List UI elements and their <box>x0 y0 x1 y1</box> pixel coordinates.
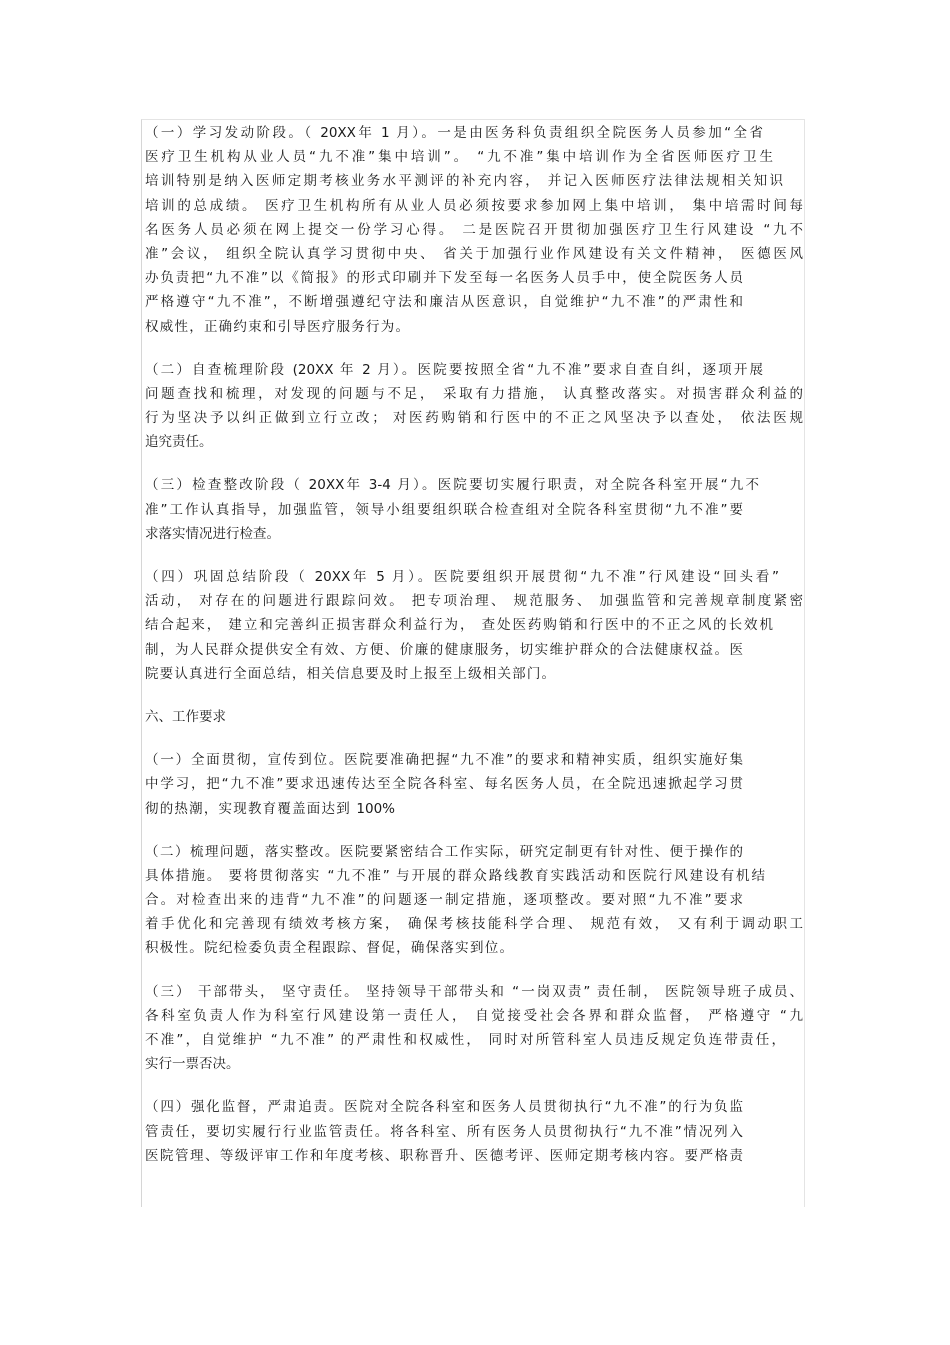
text-line: 具体措施。 要将贯彻落实 “九不准” 与开展的群众路线教育实践活动和医院行风建设有机结 <box>145 867 765 884</box>
text-line: （四）强化监督，严肃追责。医院对全院各科室和医务人员贯彻执行“九不准”的行为负监 <box>145 1099 743 1116</box>
text-line: 问题查找和梳理，对发现的问题与不足， 采取有力措施， 认真整改落实。对损害群众利益的 <box>145 385 803 402</box>
paragraph <box>145 473 803 546</box>
text-line: 办负责把“九不准”以《简报》的形式印刷并下发至每一名医务人员手中，使全院医务人员 <box>145 270 743 287</box>
paragraph <box>145 358 803 455</box>
text-line: 严格遵守“九不准”，不断增强遵纪守法和廉洁从医意识，自觉维护“九不准”的严肃性和 <box>145 294 743 311</box>
text-line: 活动， 对存在的问题进行跟踪问效。 把专项治理、 规范服务、 加强监管和完善规章制度紧密 <box>145 593 803 610</box>
page-frame <box>141 119 805 1207</box>
text-line: 积极性。院纪检委负责全程跟踪、督促，确保落实到位。 <box>145 940 513 957</box>
text-line: 医疗卫生机构从业人员“九不准”集中培训”。 “九不准”集中培训作为全省医师医疗卫生 <box>145 149 773 166</box>
document-body <box>145 121 803 1187</box>
text-line: 中学习，把“九不准”要求迅速传达至全院各科室、每名医务人员，在全院迅速掀起学习贯 <box>145 776 743 793</box>
text-line: 不准”，自觉维护 “九不准” 的严肃性和权威性， 同时对所管科室人员违反规定负连带责任， <box>145 1032 785 1048</box>
text-line: （二）梳理问题，落实整改。医院要紧密结合工作实际，研究定制更有针对性、便于操作的 <box>145 843 743 860</box>
text-line: 六、工作要求 <box>145 708 226 725</box>
text-line: 院要认真进行全面总结，相关信息要及时上报至上级相关部门。 <box>145 665 555 682</box>
text-line: （三） 干部带头， 坚守责任。 坚持领导干部带头和 “一岗双责” 责任制， 医院领导班子成员、 <box>145 983 803 1000</box>
text-line: 准”会议， 组织全院认真学习贯彻中央、 省关于加强行业作风建设有关文件精神， 医德医风 <box>145 245 803 262</box>
text-line: 彻的热潮，实现教育覆盖面达到 100% <box>145 800 395 817</box>
text-line: 行为坚决予以纠正做到立行立改； 对医药购销和行医中的不正之风坚决予以查处， 依法医规 <box>145 410 803 427</box>
text-line: 权威性，正确约束和引导医疗服务行为。 <box>145 318 409 335</box>
paragraph <box>145 980 803 1077</box>
text-line: 着手优化和完善现有绩效考核方案， 确保考核技能科学合理、 规范有效， 又有利于调动职工 <box>145 916 803 933</box>
text-line: 培训特别是纳入医师定期考核业务水平测评的补充内容， 并记入医师医疗法律法规相关知识 <box>145 173 783 190</box>
text-line: 实行一票否决。 <box>145 1056 240 1073</box>
text-line: 各科室负责人作为科室行风建设第一责任人， 自觉接受社会各界和群众监督， 严格遵守 “九 <box>145 1007 803 1024</box>
paragraph <box>145 705 803 729</box>
text-line: （一）全面贯彻，宣传到位。医院要准确把握“九不准”的要求和精神实质，组织实施好集 <box>145 752 743 769</box>
text-line: 合。对检查出来的违背“九不准”的问题逐一制定措施，逐项整改。要对照“九不准”要求 <box>145 892 743 909</box>
text-line: 准”工作认真指导，加强监管，领导小组要组织联合检查组对全院各科室贯彻“九不准”要 <box>145 501 743 518</box>
text-line: 名医务人员必须在网上提交一份学习心得。 二是医院召开贯彻加强医疗卫生行风建设 “九不 <box>145 221 803 238</box>
text-line: 追究责任。 <box>145 434 213 451</box>
text-line: 管责任，要切实履行行业监管责任。将各科室、所有医务人员贯彻执行“九不准”情况列入 <box>145 1123 743 1140</box>
text-line: 医院管理、等级评审工作和年度考核、职称晋升、医德考评、医师定期考核内容。要严格责 <box>145 1147 743 1164</box>
text-line: 制，为人民群众提供安全有效、方便、价廉的健康服务，切实维护群众的合法健康权益。医 <box>145 641 743 658</box>
text-line: 培训的总成绩。 医疗卫生机构所有从业人员必须按要求参加网上集中培训， 集中培需时间每 <box>145 197 803 214</box>
paragraph <box>145 121 803 339</box>
paragraph <box>145 565 803 686</box>
text-line: 求落实情况进行检查。 <box>145 525 280 542</box>
text-line: （二）自查梳理阶段 (20XX 年 2 月）。医院要按照全省“九不准”要求自查自纠，逐项开展 <box>145 361 763 378</box>
paragraph <box>145 840 803 961</box>
text-line: （三）检查整改阶段（ 20XX年 3-4 月）。医院要切实履行职责，对全院各科室开展“九不 <box>145 477 759 494</box>
text-line: 结合起来， 建立和完善纠正损害群众利益行为， 查处医药购销和行医中的不正之风的长效机 <box>145 617 773 634</box>
text-line: （一）学习发动阶段。（ 20XX年 1 月）。一是由医务科负责组织全院医务人员参加“全省 <box>145 125 763 141</box>
text-line: （四）巩固总结阶段（ 20XX年 5 月）。医院要组织开展贯彻“九不准”行风建设“回头看” <box>145 569 779 585</box>
paragraph <box>145 748 803 821</box>
paragraph <box>145 1095 803 1168</box>
